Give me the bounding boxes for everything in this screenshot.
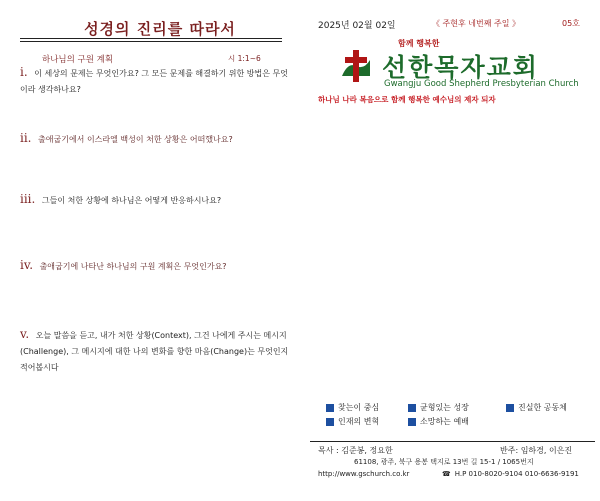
value-item: 균형있는 성장 [408,402,469,413]
question-number: ii. [20,131,32,145]
bulletin-date: 2025년 02월 02일 [318,21,396,31]
question-4 [20,257,290,275]
scripture-reference: 시 1:1~6 [228,54,261,63]
accompanists: 반주: 임하경, 이은진 [500,446,573,455]
square-bullet-icon [506,404,514,412]
value-item: 찾는이 중심 [326,402,379,413]
question-text: 출애굽기에 나타난 하나님의 구원 계획은 무엇인가요? [39,262,227,271]
question-text: 출애굽기에서 이스라엘 백성이 처한 상황은 어떠했나요? [38,135,233,144]
question-number: v. [20,327,30,341]
contact-divider [310,441,595,442]
value-item: 진실한 공동체 [506,402,567,413]
square-bullet-icon [408,418,416,426]
question-number: iv. [20,258,34,272]
liturgical-week: 《 주현후 네번째 주일 》 [432,19,520,28]
church-motto: 하나님 나라 복음으로 함께 행복한 예수님의 제자 되자 [318,95,496,104]
church-website[interactable]: http://www.gschurch.co.kr [318,470,410,478]
pastors: 목사 : 김준봉, 정요한 [318,446,393,455]
church-name: 선한목자교회 [382,53,539,82]
sermon-subheading: 하나님의 구원 계획 [42,55,114,65]
value-item: 인재의 변혁 [326,416,379,427]
question-2 [20,130,290,148]
square-bullet-icon [408,404,416,412]
bulletin-cover [300,0,600,501]
study-title: 성경의 진리를 따라서 [84,20,236,38]
title-underline [20,38,282,39]
issue-number: 05호 [562,19,580,28]
church-phone: ☎ H.P 010-8020-9104 010-6636-9191 [442,470,579,478]
cross-icon [336,46,376,86]
logo-tagline: 함께 행복한 [398,39,440,48]
square-bullet-icon [326,404,334,412]
question-1 [20,64,290,98]
question-3 [20,191,290,209]
church-logo [336,38,586,90]
question-text: 그들이 처한 상황에 하나님은 어떻게 반응하시나요? [41,196,222,205]
question-number: iii. [20,192,36,206]
church-name-english: Gwangju Good Shepherd Presbyterian Church [384,79,579,89]
square-bullet-icon [326,418,334,426]
question-number: i. [20,65,28,79]
question-5 [20,326,290,376]
title-underline-2 [20,41,282,42]
question-text: 이 세상의 문제는 무엇인가요? 그 모든 문제를 해결하기 위한 방법은 무엇이라 생각하나요? [20,69,288,94]
phone-icon: ☎ [442,470,451,478]
question-text: 오늘 말씀을 듣고, 내가 처한 상황(Context), 그건 나에게 주시는 메시지(Challenge), 그 메시지에 대한 나의 변화를 향한 마음(Change)는 무엇인지 적어봅시다 [20,331,289,372]
value-item: 소망하는 예배 [408,416,469,427]
church-address: 61108, 광주, 북구 용봉 택지로 13번 길 15-1 / 1065번지 [354,458,534,466]
